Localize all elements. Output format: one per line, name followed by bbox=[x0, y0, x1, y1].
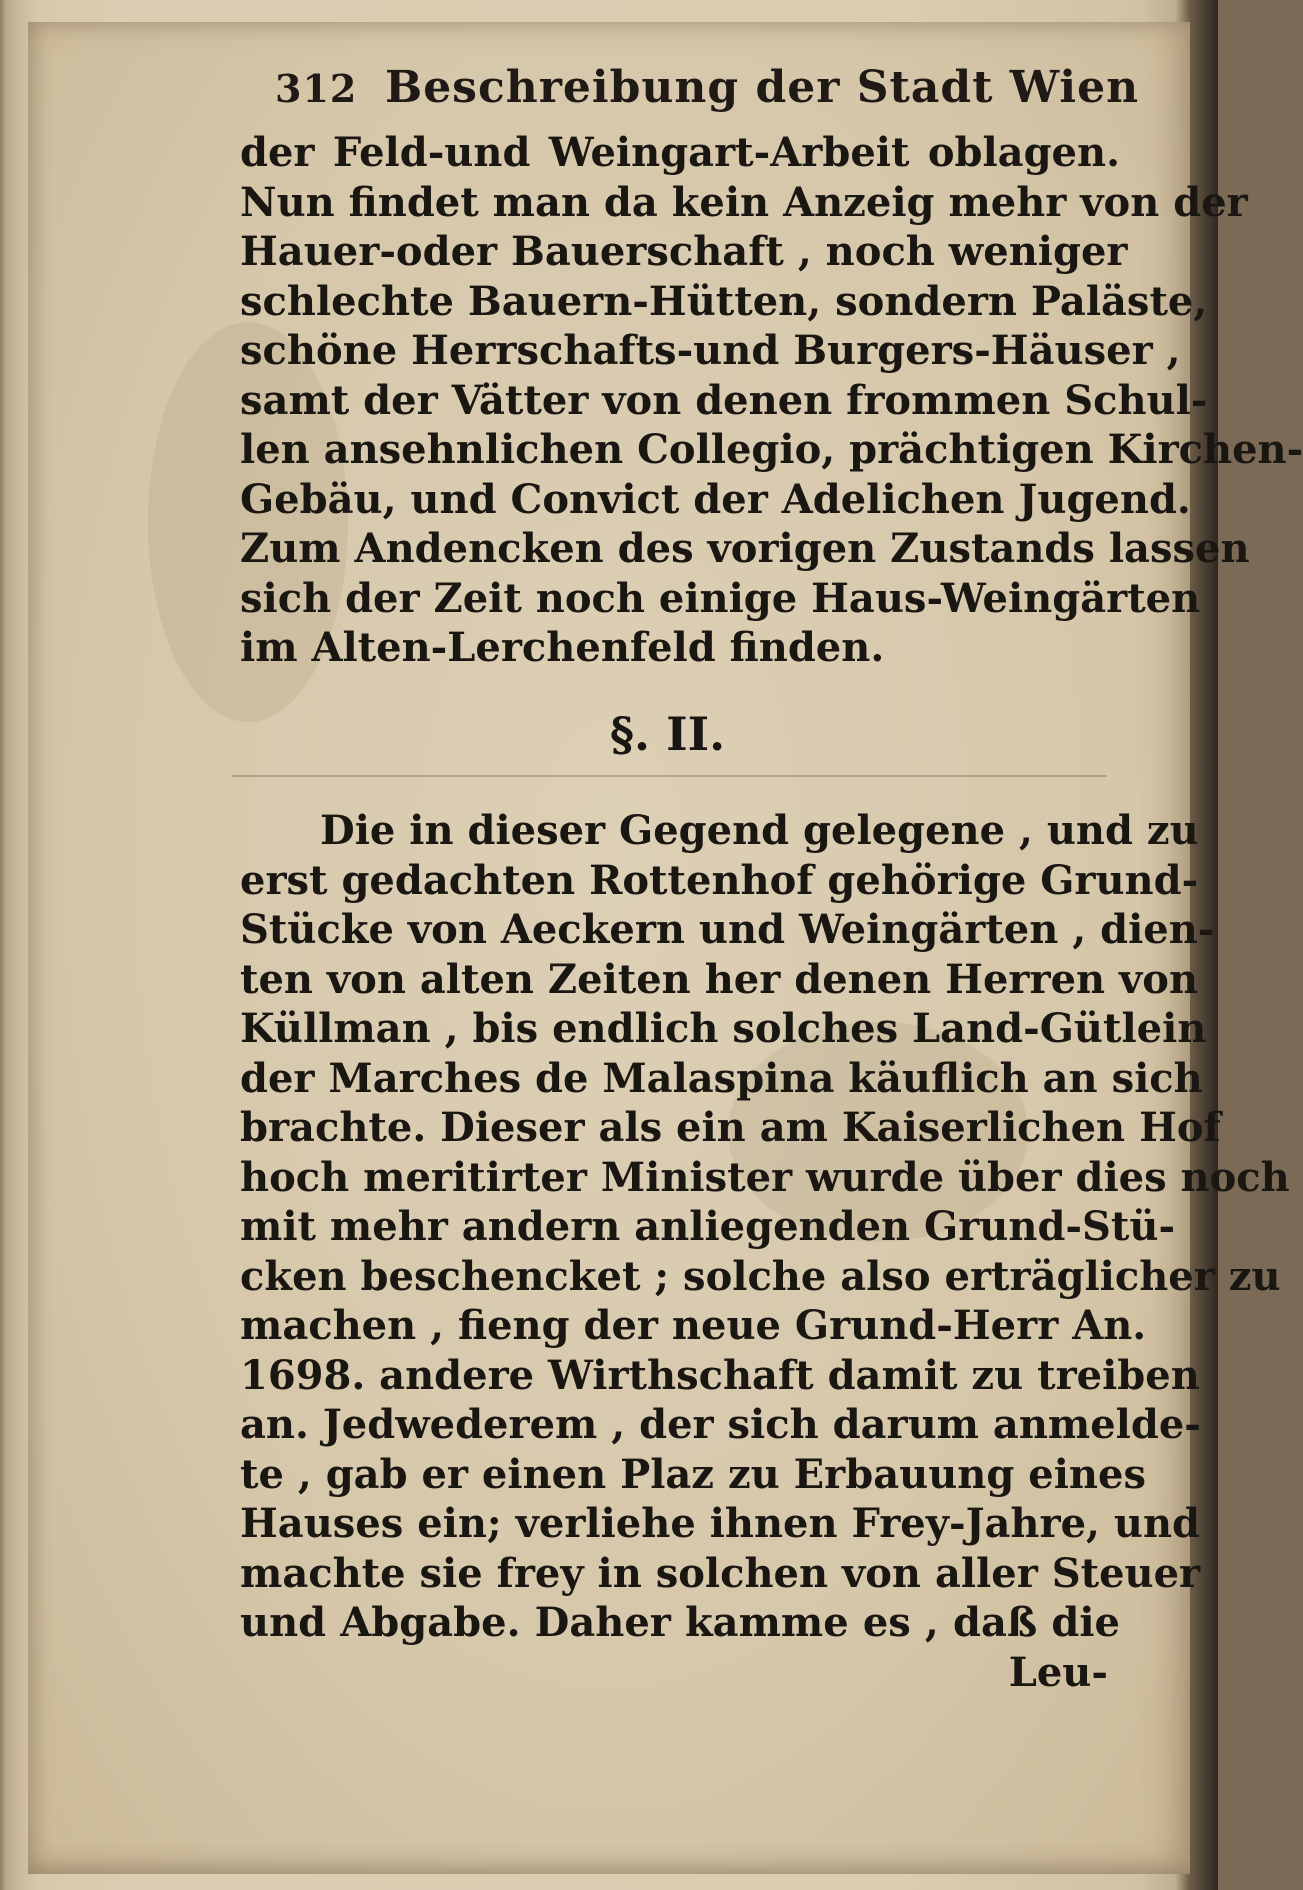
paragraph-1 bbox=[240, 128, 1303, 673]
text-line: Die in dieser Gegend gelegene , und zu bbox=[320, 807, 1199, 854]
text-line: im Alten-Lerchenfeld finden. bbox=[240, 624, 885, 671]
text-line: und Abgabe. Daher kamme es , daß die bbox=[240, 1599, 1120, 1646]
text-line: mit mehr andern anliegenden Grund-Stü- bbox=[240, 1203, 1176, 1250]
text-line: schöne Herrschafts-und Burgers-Häuser , bbox=[240, 327, 1181, 374]
text-line: 1698. andere Wirthschaft damit zu treiben bbox=[240, 1351, 1200, 1399]
text-line: schlechte Bauern-Hütten, sondern Paläste, bbox=[240, 277, 1208, 325]
text-line: len ansehnlichen Collegio, prächtigen Kirchen- bbox=[240, 426, 1303, 473]
text-line: Küllman , bis endlich solches Land-Gütlein bbox=[240, 1005, 1207, 1052]
text-line: Gebäu, und Convict der Adelichen Jugend. bbox=[240, 475, 1191, 523]
text-line: Hauer-oder Bauerschaft , noch weniger bbox=[240, 228, 1128, 275]
section-heading: §. II. bbox=[610, 707, 726, 761]
text-line: der Marches de Malaspina käuflich an sich bbox=[240, 1054, 1203, 1102]
catchword: Leu- bbox=[1008, 1648, 1108, 1696]
text-line: samt der Vätter von denen frommen Schul- bbox=[240, 376, 1208, 424]
text-line: erst gedachten Rottenhof gehörige Grund- bbox=[240, 856, 1199, 904]
text-line: Stücke von Aeckern und Weingärten , dien- bbox=[240, 906, 1215, 953]
page-header bbox=[275, 62, 1140, 122]
text-line: der Feld-und Weingart-Arbeit oblagen. bbox=[240, 129, 1120, 176]
text-line: cken beschencket ; solche also erträglicher zu bbox=[240, 1252, 1281, 1300]
text-line: hoch meritirter Minister wurde über dies noch bbox=[240, 1153, 1290, 1201]
paragraph-2 bbox=[240, 806, 1290, 1697]
text-line: sich der Zeit noch einige Haus-Weingärten bbox=[240, 574, 1201, 622]
page-number: 312 bbox=[275, 66, 358, 111]
text-line: Nun findet man da kein Anzeig mehr von der bbox=[240, 178, 1248, 226]
text-line: Hauses ein; verliehe ihnen Frey-Jahre, und bbox=[240, 1500, 1200, 1547]
text-line: an. Jedwederem , der sich darum anmelde- bbox=[240, 1401, 1201, 1448]
text-line: machte sie frey in solchen von aller Steuer bbox=[240, 1549, 1201, 1597]
running-title: Beschreibung der Stadt Wien bbox=[385, 62, 1140, 113]
section-divider bbox=[232, 775, 1107, 777]
text-line: brachte. Dieser als ein am Kaiserlichen Hof bbox=[240, 1104, 1221, 1151]
text-line: machen , fieng der neue Grund-Herr An. bbox=[240, 1302, 1147, 1349]
text-line: te , gab er einen Plaz zu Erbauung eines bbox=[240, 1450, 1146, 1498]
text-line: ten von alten Zeiten her denen Herren von bbox=[240, 955, 1199, 1003]
text-line: Zum Andencken des vorigen Zustands lassen bbox=[240, 525, 1250, 572]
